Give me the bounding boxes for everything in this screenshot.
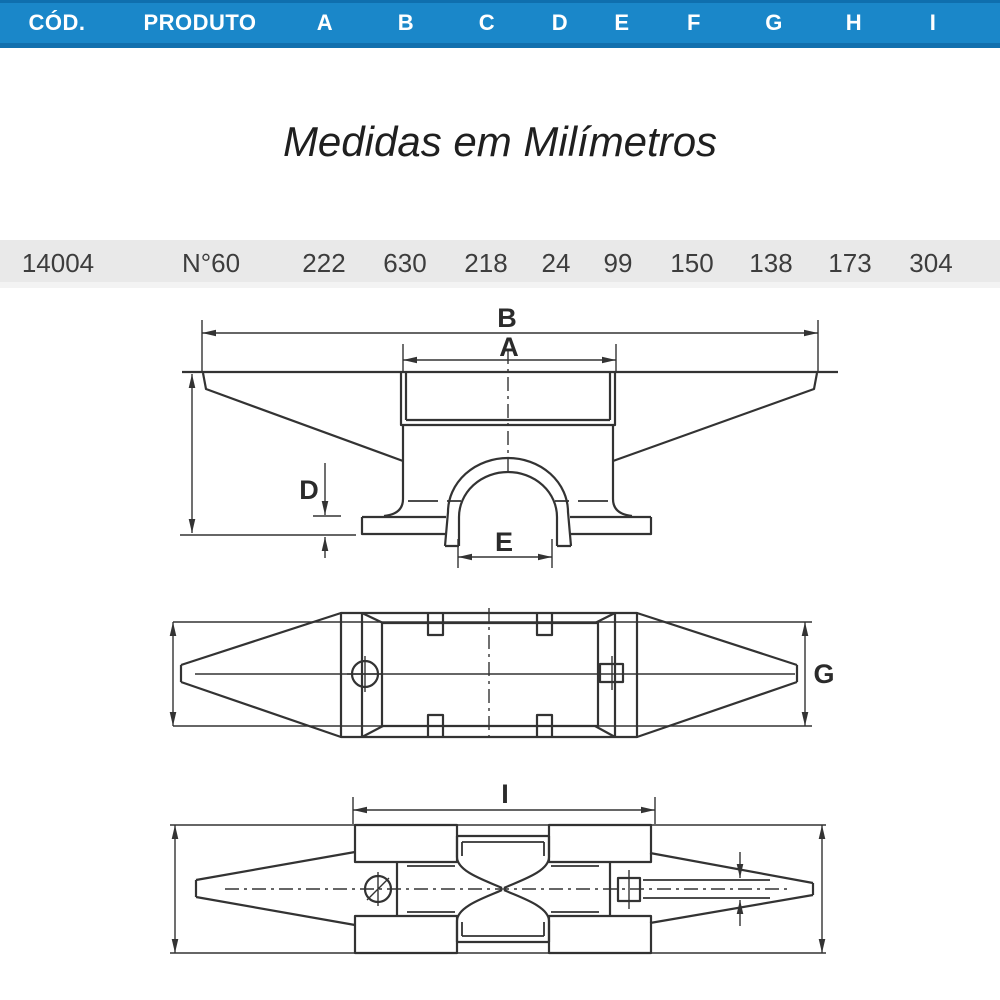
cell-c: 218 (464, 248, 508, 278)
cell-i: 304 (909, 248, 953, 278)
front-view-drawing (180, 303, 838, 568)
cell-b: 630 (383, 248, 427, 278)
bottom-view-drawing (170, 779, 826, 953)
header-cell-h: H (845, 10, 863, 35)
cell-e: 99 (603, 248, 633, 278)
header-cell-d: D (551, 10, 569, 35)
dim-label-b: B (497, 303, 517, 333)
dim-label-d: D (299, 475, 319, 505)
dim-label-g: G (813, 659, 835, 689)
header-cell-e: E (614, 10, 630, 35)
header-cell-b: B (397, 10, 415, 35)
cell-f: 150 (670, 248, 714, 278)
header-cell-g: G (765, 10, 783, 35)
header-cell-i: I (929, 10, 937, 35)
header-cell-produto: PRODUTO (143, 10, 257, 35)
header-cell-f: F (687, 10, 701, 35)
header-cell-cod: CÓD. (28, 10, 86, 35)
top-view-drawing (173, 608, 835, 742)
cell-d: 24 (541, 248, 571, 278)
page-title: Medidas em Milímetros (282, 118, 718, 165)
cell-cod: 14004 (21, 248, 95, 278)
cell-produto: N°60 (181, 248, 241, 278)
cell-h: 173 (828, 248, 872, 278)
dim-label-a: A (499, 332, 519, 362)
dim-label-e: E (494, 527, 514, 557)
header-cell-c: C (478, 10, 496, 35)
header-cell-a: A (316, 10, 334, 35)
cell-a: 222 (302, 248, 346, 278)
cell-g: 138 (749, 248, 793, 278)
dim-label-i: I (501, 779, 509, 809)
